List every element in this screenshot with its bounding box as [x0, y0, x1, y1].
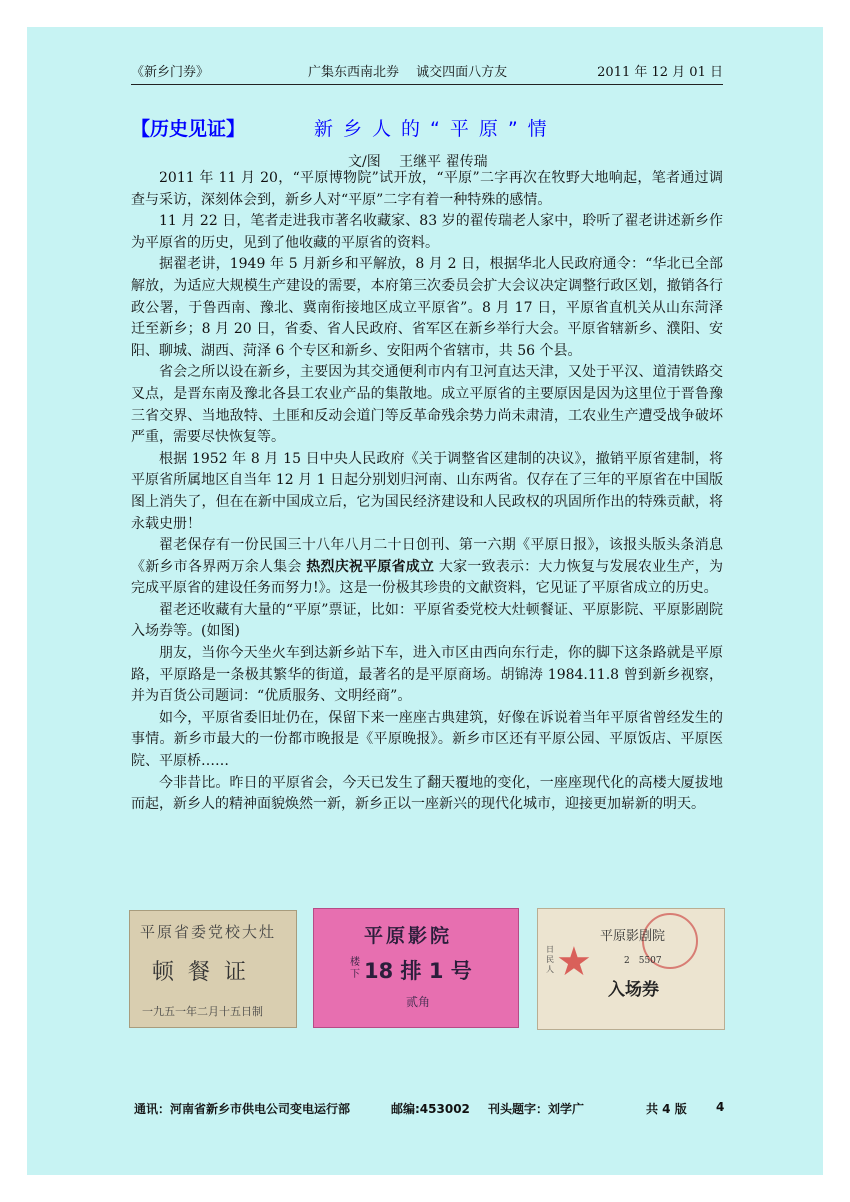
- article-title: 新乡人的“平原”情: [314, 118, 557, 140]
- paragraph-text: 大家一致表示：大力恢复与发展农业生产，为完成平原省的建设任务而努力!》。这是一份极其珍贵的文献资料，它见证了平原省成立的历史。: [131, 558, 723, 597]
- article-byline: 文/图 王继平 翟传瑞: [348, 154, 488, 170]
- ticket-photos: [129, 908, 725, 1030]
- theater-name: 平原影剧院: [600, 929, 666, 944]
- footer-page-number: 4: [716, 1100, 725, 1114]
- paragraph: 据翟老讲，1949 年 5 月新乡和平解放，8 月 2 日，根据华北人民政府通令：“华北已全部解放，为适应大规模生产建设的需要，本府第三次委员会扩大会议决定调整行政区划，撤销各行政公署，于鲁西南、豫北、冀南衔接地区成立平原省”。8 月 17 日，平原省直机关从山东菏泽迁至新乡；8 月 20 日，省委、省人民政府、省军区在新乡举行大会。平原省辖新乡、濮阳、安阳、聊城、湖西、菏泽 6 个专区和新乡、安阳两个省辖市，共 56 个县。: [131, 256, 723, 359]
- header-publication: 《新乡门券》: [131, 65, 210, 80]
- paragraph: 2011 年 11 月 20，“平原博物院”试开放，“平原”二字再次在牧野大地响起，笔者通过调查与采访，深刻体会到，新乡人对“平原”二字有着一种特殊的感情。: [131, 170, 723, 208]
- header-slogan: 广集东西南北券 诚交四面八方友: [308, 65, 508, 80]
- meal-ticket-image: [129, 910, 297, 1028]
- meal-ticket-date: 一九五一年二月十五日制: [142, 1005, 263, 1018]
- cinema-seat: 18 排 1 号: [364, 959, 472, 983]
- paragraph: 朋友，当你今天坐火车到达新乡站下车，进入市区由西向东行走，你的脚下这条路就是平原路，平原路是一条极其繁华的街道，最著名的是平原商场。胡锦涛 1984.11.8 曾到新乡视察，并为百货公司题词：“优质服务、文明经商”。: [131, 645, 723, 705]
- theater-side-text: 日民人: [546, 945, 554, 974]
- theater-admission: 入场券: [608, 980, 659, 1000]
- paragraph: [131, 535, 723, 600]
- meal-ticket-type: 顿餐证: [152, 960, 261, 985]
- footer-postcode: 邮编:453002: [391, 1102, 470, 1116]
- footer-address: 通讯：河南省新乡市供电公司变电运行部: [134, 1102, 351, 1116]
- paragraph: 省会之所以设在新乡，主要因为其交通便利市内有卫河直达天津，又处于平汉、道清铁路交叉点，是晋东南及豫北各县工农业产品的集散地。成立平原省的主要原因是因为这里位于晋鲁豫三省交界、当地敌特、土匪和反动会道门等反革命残余势力尚未肃清，工农业生产遭受战争破坏严重，需要尽快恢复等。: [131, 364, 723, 446]
- paragraph: 翟老还收藏有大量的“平原”票证，比如：平原省委党校大灶顿餐证、平原影院、平原影剧院入场券等。(如图): [131, 601, 723, 640]
- headline-highlight: 热烈庆祝平原省成立: [306, 558, 435, 575]
- header-date: 2011 年 12 月 01 日: [597, 65, 723, 80]
- paragraph: 如今，平原省委旧址仍在，保留下来一座座古典建筑，好像在诉说着当年平原省曾经发生的事情。新乡市最大的一份都市晚报是《平原晚报》。新乡市区还有平原公园、平原饭店、平原医院、平原桥……: [131, 709, 723, 770]
- article-body: [131, 168, 723, 816]
- cinema-name: 平原影院: [364, 925, 453, 947]
- footer-page-count: 共 4 版: [646, 1102, 687, 1116]
- cinema-price: 贰角: [406, 995, 431, 1009]
- paragraph: 今非昔比。昨日的平原省会，今天已发生了翻天覆地的变化，一座座现代化的高楼大厦拔地而起，新乡人的精神面貌焕然一新，新乡正以一座新兴的现代化城市，迎接更加崭新的明天。: [131, 774, 723, 813]
- theater-ticket-image: [537, 908, 725, 1030]
- footer-calligraphy: 刊头题字：刘学广: [488, 1102, 585, 1116]
- page-header: [131, 61, 723, 83]
- header-rule: [131, 84, 723, 85]
- cinema-ticket-image: [313, 908, 519, 1028]
- red-star-icon: ★: [556, 939, 592, 985]
- section-tag: 【历史见证】: [131, 118, 246, 140]
- theater-serial: 2 5507: [624, 956, 662, 966]
- paragraph: 根据 1952 年 8 月 15 日中央人民政府《关于调整省区建制的决议》，撤销平原省建制，将平原省所属地区自当年 12 月 1 日起分别划归河南、山东两省。仅存在了三年的平原省在中国版图上消失了，但在在新中国成立后，它为国民经济建设和人民政权的巩固所作出的特殊贡献，将永载史册！: [131, 450, 723, 532]
- page-footer: [134, 1100, 724, 1120]
- meal-ticket-issuer: 平原省委党校大灶: [140, 923, 277, 941]
- paragraph: 11 月 22 日，笔者走进我市著名收藏家、83 岁的翟传瑞老人家中，聆听了翟老讲述新乡作为平原省的历史，见到了他收藏的平原省的资料。: [131, 213, 723, 251]
- cinema-seat-label: 楼下: [350, 957, 360, 980]
- paragraph-text: 翟老保存有一份民国三十八年八月二十日创刊、第一六期《平原日报》，该报头版头条消息《新乡市各界两万余人集会: [131, 537, 723, 575]
